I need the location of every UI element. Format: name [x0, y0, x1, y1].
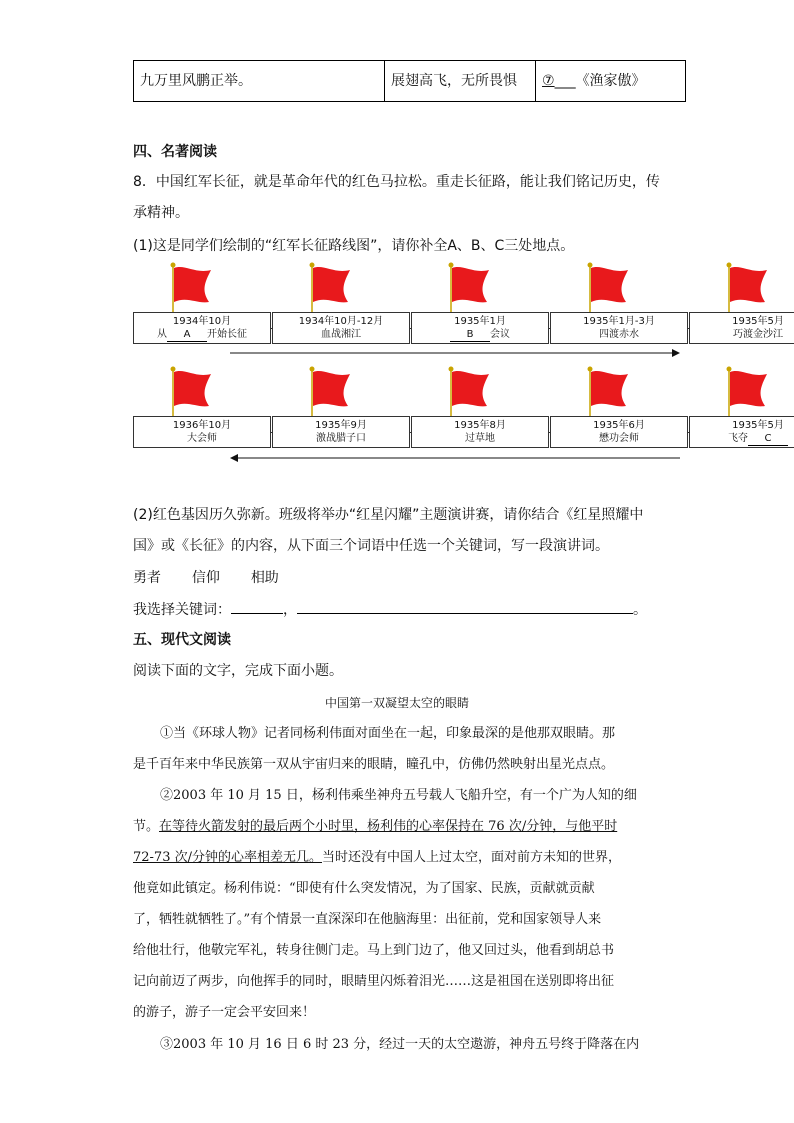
- route-blank-c[interactable]: C: [748, 432, 788, 446]
- keyword-1: 勇者: [133, 570, 161, 586]
- route-stop: [133, 312, 271, 344]
- speech-answer-blank[interactable]: [297, 599, 633, 614]
- route-date: 1935年9月: [315, 420, 367, 431]
- arrow-right-icon: [230, 348, 680, 358]
- route-event: 激战腊子口: [316, 433, 366, 444]
- route-stop: [689, 312, 794, 344]
- route-blank-b[interactable]: B: [450, 328, 490, 342]
- question-8-2-line2: 国》或《长征》的内容，从下面三个词语中任选一个关键词，写一段演讲词。: [133, 538, 609, 554]
- route-date: 1935年8月: [454, 420, 506, 431]
- route-stop: [689, 416, 794, 448]
- paragraph-1-line2: 是千百年来中华民族第一双从宇宙归来的眼睛，瞳孔中，仿佛仍然映射出星光点点。: [133, 757, 615, 772]
- paragraph-2-line8: 的游子，游子一定会平安回来！: [133, 1005, 316, 1020]
- table-cell-verse: 九万里风鹏正举。: [140, 73, 252, 89]
- paragraph-2-line5: 了，牺牲就牺牲了。”有个情景一直深深印在他脑海里：出征前，党和国家领导人来: [133, 912, 602, 927]
- keyword-answer-blank[interactable]: [231, 599, 283, 614]
- reading-instruction: 阅读下面的文字，完成下面小题。: [133, 663, 343, 679]
- keyword-list: [133, 568, 279, 588]
- route-date: 1934年10月: [172, 316, 232, 327]
- route-stop: [272, 416, 410, 448]
- paragraph-2-line1: ②2003 年 10 月 15 日，杨利伟乘坐神舟五号载人飞船升空，有一个广为人知的细: [160, 788, 637, 803]
- article-title: 中国第一双凝望太空的眼睛: [324, 696, 469, 710]
- paragraph-2-line6: 给他壮行，他敬完军礼，转身往侧门走。马上到门边了，他又回过头，他看到胡总书: [133, 943, 615, 958]
- answer-line: 我选择关键词： ， 。: [133, 599, 647, 620]
- keyword-2: 信仰: [191, 570, 220, 586]
- table-cell-source: [536, 61, 686, 101]
- arrow-left-icon: [230, 453, 680, 463]
- underlined-sentence-end: 72-73 次/分钟的心率相差无几。: [133, 850, 322, 865]
- paragraph-1-line1: ①当《环球人物》记者同杨利伟面对面坐在一起，印象最深的是他那双眼睛。那: [160, 726, 616, 741]
- route-event: 过草地: [465, 433, 495, 444]
- route-event: 从 A 开始长征: [157, 329, 247, 340]
- keyword-3: 相助: [250, 570, 279, 586]
- route-stop: [133, 416, 271, 448]
- question-8-line1: 8．中国红军长征，就是革命年代的红色马拉松。重走长征路，能让我们铭记历史，传: [133, 174, 660, 190]
- poem-table-row: [133, 60, 686, 102]
- section-heading-4: 四、名著阅读: [133, 144, 217, 160]
- route-stop: [272, 312, 410, 344]
- route-event: 巧渡金沙江: [733, 329, 783, 340]
- route-stop: [411, 416, 549, 448]
- route-event: 懋功会师: [599, 433, 639, 444]
- question-8-line2: 承精神。: [133, 205, 189, 221]
- underlined-sentence: 在等待火箭发射的最后两个小时里，杨利伟的心率保持在 76 次/分钟，与他平时: [159, 819, 618, 834]
- table-cell-meaning: 展翅高飞，无所畏惧: [391, 73, 517, 89]
- answer-label: 我选择关键词：: [133, 602, 231, 618]
- blank-line: ___: [554, 73, 576, 89]
- route-date: 1935年1月: [454, 316, 506, 327]
- paragraph-3-line1: ③2003 年 10 月 16 日 6 时 23 分，经过一天的太空遨游，神舟五号终于降落在内: [160, 1037, 640, 1052]
- section-heading-5: 五、现代文阅读: [133, 632, 231, 648]
- paragraph-2-line2: 节。在等待火箭发射的最后两个小时里，杨利伟的心率保持在 76 次/分钟，与他平时: [133, 819, 618, 834]
- blank-number: ⑦: [542, 73, 555, 89]
- route-date: 1935年1月-3月: [583, 316, 655, 327]
- route-blank-a[interactable]: A: [167, 328, 207, 342]
- route-date: 1935年5月: [732, 316, 784, 327]
- route-date: 1936年10月: [172, 420, 232, 431]
- route-stop: [411, 312, 549, 344]
- route-stop: [550, 416, 688, 448]
- paragraph-2-line7: 记向前迈了两步，向他挥手的同时，眼睛里闪烁着泪光……这是祖国在送别即将出征: [133, 974, 615, 989]
- route-event: B 会议: [412, 328, 548, 342]
- poem-title: 《渔家傲》: [575, 73, 646, 89]
- route-date: 1935年5月: [732, 420, 784, 431]
- route-event: 四渡赤水: [599, 329, 639, 340]
- route-event: 飞夺 C: [690, 432, 794, 446]
- question-8-1: (1)这是同学们绘制的“红军长征路线图”，请你补全A、B、C三处地点。: [133, 238, 575, 254]
- paragraph-2-line4: 他竟如此镇定。杨利伟说：“即使有什么突发情况，为了国家、民族，贡献就贡献: [133, 881, 595, 896]
- question-8-2-line1: (2)红色基因历久弥新。班级将举办“红星闪耀”主题演讲赛，请你结合《红星照耀中: [133, 507, 644, 523]
- route-date: 1935年6月: [593, 420, 645, 431]
- route-stop: [550, 312, 688, 344]
- route-event: 血战湘江: [321, 329, 361, 340]
- paragraph-2-line3: 72-73 次/分钟的心率相差无几。当时还没有中国人上过太空，面对前方未知的世界，: [133, 850, 622, 865]
- route-event: 大会师: [187, 433, 217, 444]
- route-date: 1934年10月-12月: [298, 316, 384, 327]
